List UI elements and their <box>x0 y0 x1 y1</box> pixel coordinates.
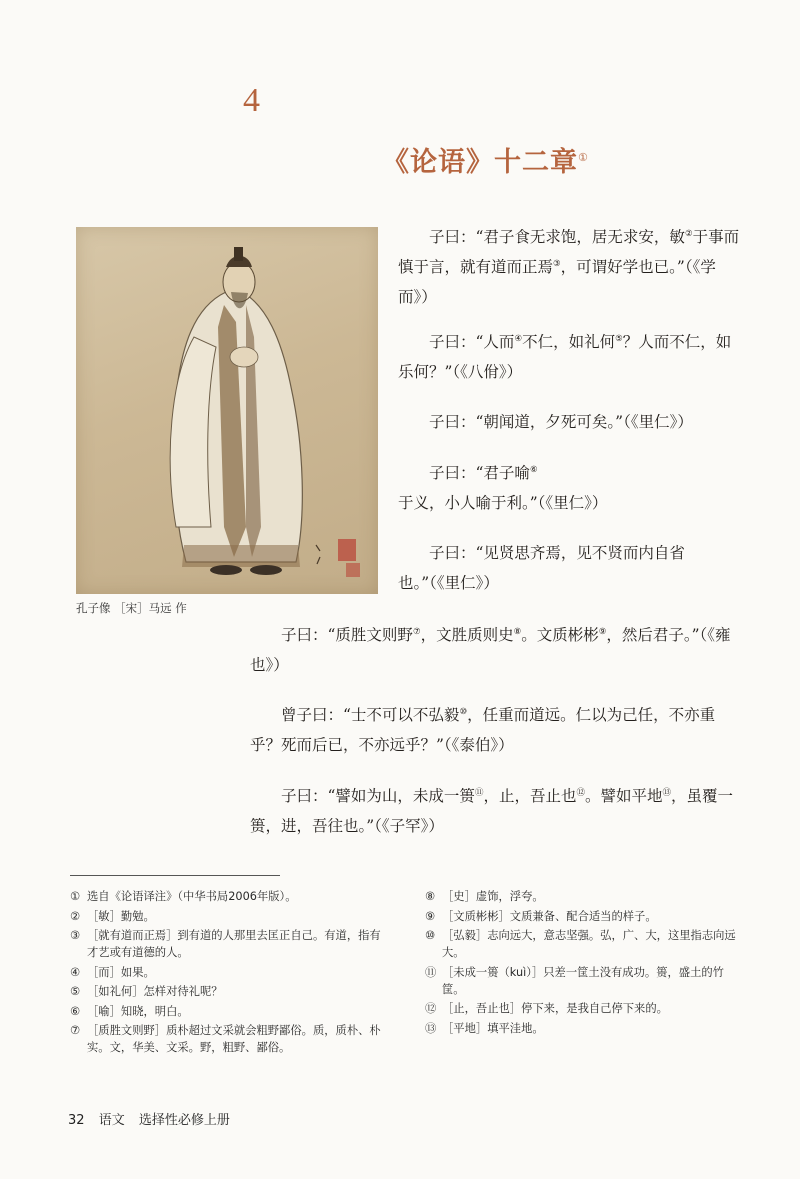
footnote-text: ［喻］知晓，明白。 <box>87 1004 189 1018</box>
passage-6 <box>250 620 740 680</box>
footnote-ref: ⑧ <box>513 626 522 637</box>
title-footnote-mark: ① <box>578 151 589 164</box>
footnote-divider <box>70 875 280 876</box>
footnote-item <box>70 927 392 961</box>
footnote-text: ［平地］填平洼地。 <box>442 1021 544 1035</box>
footnote-ref: ⑬ <box>662 787 672 798</box>
footnote-mark: ① <box>70 890 81 903</box>
footnote-mark: ⑫ <box>425 1002 437 1015</box>
passage-text: 子曰：“人而 <box>429 333 515 351</box>
chapter-number: 4 <box>243 82 260 119</box>
footnote-item <box>70 1003 392 1020</box>
footnote-ref: ⑤ <box>615 333 623 344</box>
passage-text: ，然后君子。”（《雍也》） <box>250 626 731 674</box>
footnote-text: ［如礼何］怎样对待礼呢？ <box>87 985 223 998</box>
footnote-item <box>70 908 392 925</box>
footnote-mark: ③ <box>70 929 81 942</box>
image-caption: 孔子像 ［宋］马远 作 <box>76 601 187 615</box>
passage-text: 子曰：“质胜文则野 <box>281 626 413 644</box>
footnote-ref: ⑩ <box>459 706 468 717</box>
footnote-mark: ⑨ <box>425 909 436 923</box>
footnote-text: ［敏］勤勉。 <box>87 909 155 923</box>
footnote-mark: ⑧ <box>425 890 436 903</box>
footnote-ref: ⑦ <box>412 626 421 637</box>
footer-book: 选择性必修上册 <box>138 1113 230 1128</box>
passage-text: ，任重而道远。仁以为己任，不亦重乎？死而后已，不亦远乎？”（《泰伯》） <box>250 706 716 754</box>
footnote-ref: ② <box>684 228 693 239</box>
passage-text: ，可谓好学也已。”（《学而》） <box>398 258 716 306</box>
passage-2 <box>398 327 740 387</box>
footnote-item <box>425 908 740 925</box>
passage-text: 于事而慎于言，就有道而正焉 <box>398 228 740 276</box>
footnote-text: ［未成一篑（kuì）］只差一筐土没有成功。篑，盛土的竹筐。 <box>442 965 724 996</box>
passage-text: 不仁，如礼何 <box>522 333 616 351</box>
passage-text: 子曰：“君子喻 <box>429 464 530 482</box>
footnote-item <box>425 888 740 905</box>
passage-text: 子曰：“见贤思齐焉，见不贤而内自省也。”（《里仁》） <box>398 544 685 592</box>
footnote-ref: ④ <box>514 333 523 344</box>
footnote-text: ［而］如果。 <box>87 965 155 979</box>
footnote-ref: ⑨ <box>598 626 607 637</box>
footnote-text: 选自《论语译注》（中华书局2006年版）。 <box>87 890 297 903</box>
passage-text: 。文质彬彬 <box>521 626 599 644</box>
passage-text: ，虽覆一篑，进，吾往也。”（《子罕》） <box>250 787 734 835</box>
footnote-ref: ⑪ <box>474 787 484 798</box>
footnote-mark: ⑬ <box>425 1021 437 1035</box>
footnote-text: ［文质彬彬］文质兼备、配合适当的样子。 <box>442 909 657 923</box>
passage-8 <box>250 781 740 841</box>
passage-text: 子曰：“君子食无求饱，居无求安，敏 <box>429 228 685 246</box>
passage-text: 子曰：“譬如为山，未成一篑 <box>281 787 475 805</box>
passage-1 <box>398 222 740 312</box>
passage-text: ，止，吾止也 <box>483 787 577 805</box>
passage-text: 曾子曰：“士不可以不弘毅 <box>281 706 460 724</box>
footnote-item <box>425 1020 740 1037</box>
footnote-mark: ⑥ <box>70 1004 81 1018</box>
passage-text: 子曰：“朝闻道，夕死可矣。”（《里仁》） <box>429 413 693 431</box>
footnote-text: ［就有道而正焉］到有道的人那里去匡正自己。有道，指有才艺或有道德的人。 <box>87 929 381 959</box>
footnote-text: ［止，吾止也］停下来，是我自己停下来的。 <box>442 1002 668 1015</box>
footnotes-right <box>425 888 740 1039</box>
footnote-mark: ④ <box>70 965 81 979</box>
page-footer <box>68 1109 240 1128</box>
footnote-item <box>70 983 392 1000</box>
passage-7 <box>250 700 740 760</box>
title-text: 《论语》十二章 <box>382 147 578 178</box>
passage-text: 。譬如平地 <box>584 787 663 805</box>
footnote-item <box>70 888 392 905</box>
page-number: 32 <box>68 1113 85 1128</box>
footnote-ref: ③ <box>553 258 561 269</box>
footnote-item <box>425 1000 740 1017</box>
footnote-mark: ⑪ <box>425 965 437 979</box>
footnote-item <box>70 1022 392 1056</box>
portrait-drawing <box>76 227 378 594</box>
passage-4 <box>398 458 740 518</box>
footnote-text: ［质胜文则野］质朴超过文采就会粗野鄙俗。质，质朴、朴实。文，华美、文采。野，粗野、鄙俗。 <box>87 1024 381 1054</box>
confucius-portrait <box>76 227 378 594</box>
footnotes-left <box>70 888 392 1059</box>
footnote-ref: ⑥ <box>529 464 538 475</box>
footnote-mark: ⑤ <box>70 985 81 998</box>
footnote-mark: ⑩ <box>425 929 436 942</box>
passage-text: ？人而不仁，如乐何？”（《八佾》） <box>398 333 732 381</box>
footnote-text: ［弘毅］志向远大，意志坚强。弘，广、大，这里指志向远大。 <box>442 929 736 959</box>
passage-3 <box>398 407 740 437</box>
passage-5 <box>398 538 740 598</box>
passage-text: 于义，小人喻于利。”（《里仁》） <box>398 494 608 512</box>
footnote-text: ［史］虚饰，浮夸。 <box>442 890 544 903</box>
footnote-item <box>425 964 740 998</box>
passage-text: ，文胜质则史 <box>420 626 514 644</box>
footnote-item <box>70 964 392 981</box>
page-title <box>382 140 589 179</box>
footer-subject: 语文 <box>98 1113 125 1128</box>
footnote-item <box>425 927 740 961</box>
footnote-mark: ② <box>70 909 81 923</box>
footnote-mark: ⑦ <box>70 1024 81 1037</box>
footnote-ref: ⑫ <box>576 787 585 798</box>
